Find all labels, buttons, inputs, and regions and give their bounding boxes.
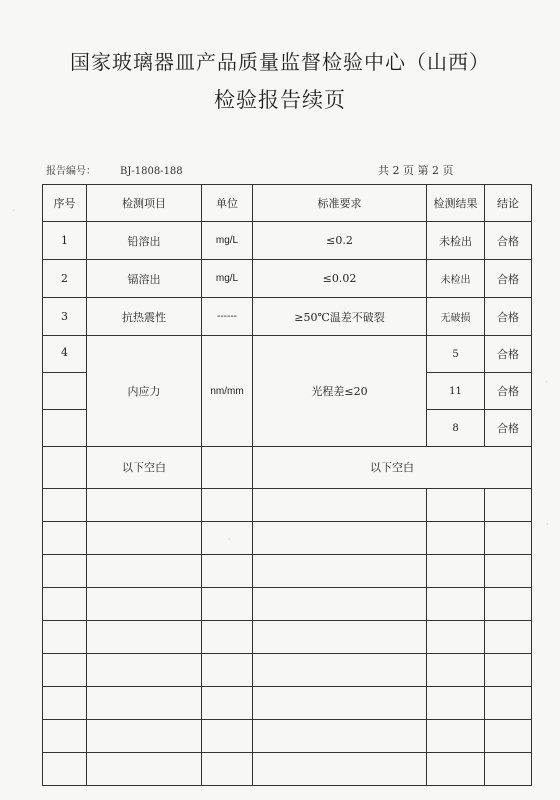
row-requirement: ≥50℃温差不破裂 <box>253 298 427 336</box>
row-result: 未检出 <box>427 222 485 260</box>
table-row-empty <box>43 588 532 621</box>
report-number-value: BJ-1808-188 <box>120 166 183 177</box>
row-requirement: 光程差≤20 <box>253 336 427 447</box>
table-row-empty <box>43 753 532 786</box>
table-row <box>43 298 532 336</box>
report-number-label: 报告编号： <box>46 166 96 177</box>
row-result: 5 <box>427 336 485 373</box>
table-row-empty <box>43 654 532 687</box>
header-verdict: 结论 <box>485 185 532 222</box>
row-result: 无破损 <box>427 298 485 336</box>
inspection-results-table <box>42 184 532 786</box>
table-row-empty <box>43 621 532 654</box>
row-no: 1 <box>43 222 87 260</box>
report-center-title: 国家玻璃器皿产品质量监督检验中心（山西） <box>70 50 490 74</box>
header-result: 检测结果 <box>427 185 485 222</box>
row-verdict: 合格 <box>485 298 532 336</box>
row-verdict: 合格 <box>485 222 532 260</box>
row-unit: ------ <box>202 298 253 336</box>
row-no-empty <box>43 373 87 410</box>
row-no: 2 <box>43 260 87 298</box>
empty-cell <box>43 447 87 489</box>
row-result: 8 <box>427 410 485 447</box>
scan-speck: · <box>546 520 549 529</box>
header-requirement: 标准要求 <box>253 185 427 222</box>
table-row <box>43 336 532 373</box>
row-verdict: 合格 <box>485 410 532 447</box>
header-unit: 单位 <box>202 185 253 222</box>
row-requirement: ≤0.2 <box>253 222 427 260</box>
table-row-empty <box>43 687 532 720</box>
blank-note-left: 以下空白 <box>87 447 202 489</box>
table-row-blank-note <box>43 447 532 489</box>
table-row-empty <box>43 720 532 753</box>
row-no: 3 <box>43 298 87 336</box>
row-result: 未检出 <box>427 260 485 298</box>
blank-note-right: 以下空白 <box>253 447 532 489</box>
row-verdict: 合格 <box>485 260 532 298</box>
row-unit: mg/L <box>202 260 253 298</box>
row-item: 内应力 <box>87 336 202 447</box>
row-verdict: 合格 <box>485 373 532 410</box>
report-continuation-title: 检验报告续页 <box>214 88 346 112</box>
row-item: 抗热震性 <box>87 298 202 336</box>
row-no: 4 <box>43 336 87 373</box>
row-unit: nm/mm <box>202 336 253 447</box>
scan-speck: · <box>12 206 15 215</box>
empty-cell <box>202 447 253 489</box>
table-row-empty <box>43 489 532 522</box>
row-requirement: ≤0.02 <box>253 260 427 298</box>
page-info: 共 2 页 第 2 页 <box>378 164 454 177</box>
table-row-empty <box>43 522 532 555</box>
table-row <box>43 260 532 298</box>
row-item: 铅溶出 <box>87 222 202 260</box>
scan-speck: · <box>228 535 231 544</box>
row-unit: mg/L <box>202 222 253 260</box>
row-no-empty <box>43 410 87 447</box>
header-item: 检测项目 <box>87 185 202 222</box>
row-item: 镉溶出 <box>87 260 202 298</box>
row-result: 11 <box>427 373 485 410</box>
table-row-empty <box>43 555 532 588</box>
report-number <box>46 162 183 177</box>
row-verdict: 合格 <box>485 336 532 373</box>
table-header-row <box>43 185 532 222</box>
header-no: 序号 <box>43 185 87 222</box>
scan-speck: · <box>545 378 548 387</box>
table-row <box>43 222 532 260</box>
